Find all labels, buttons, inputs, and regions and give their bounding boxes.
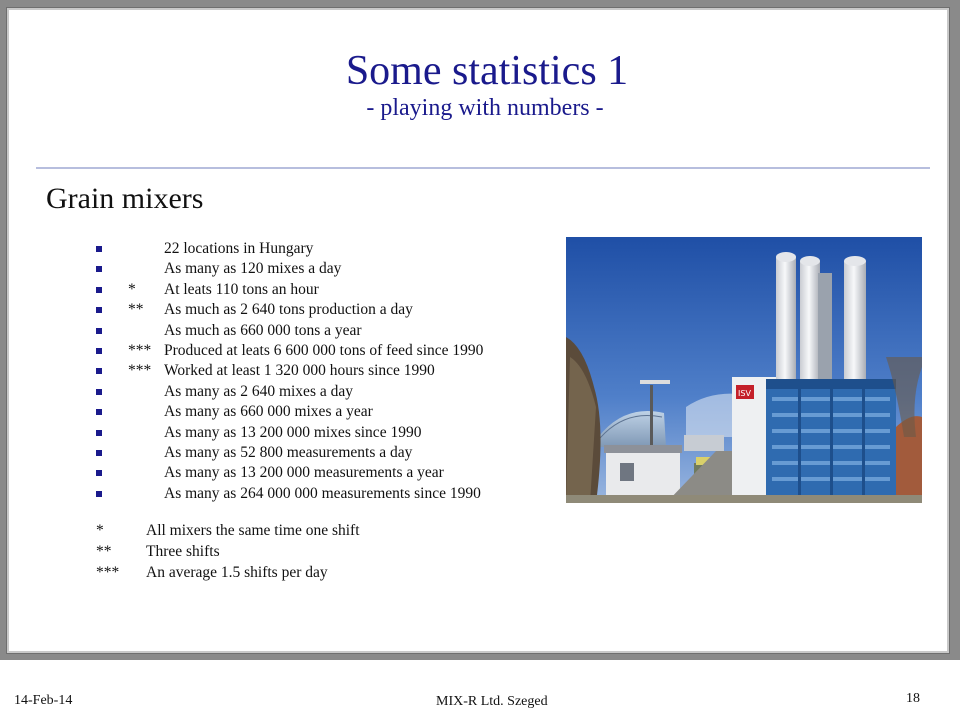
isv-sign-text: ISV <box>738 389 751 398</box>
footnote-marker: ** <box>96 543 112 560</box>
square-bullet-icon <box>96 491 102 497</box>
bullet-text: As many as 660 000 mixes a year <box>164 403 373 421</box>
square-bullet-icon <box>96 430 102 436</box>
slide-title <box>0 48 960 122</box>
footnote-text: An average 1.5 shifts per day <box>146 564 328 581</box>
bullet-text: As many as 13 200 000 mixes since 1990 <box>164 423 422 441</box>
bullet-text: As many as 13 200 000 measurements a year <box>164 464 444 482</box>
footnote-text: All mixers the same time one shift <box>146 522 360 539</box>
square-bullet-icon <box>96 246 102 252</box>
square-bullet-icon <box>96 328 102 334</box>
bullet-text: As much as 2 640 tons production a day <box>164 301 413 319</box>
square-bullet-icon <box>96 389 102 395</box>
footer-company: MIX-R Ltd. Szeged <box>436 694 548 709</box>
bullet-text: Produced at leats 6 600 000 tons of feed since 1990 <box>164 341 484 359</box>
square-bullet-icon <box>96 307 102 313</box>
title-main: Some statistics 1 <box>345 48 629 94</box>
footnote-marker: *** <box>128 341 152 359</box>
bullet-text: As many as 52 800 measurements a day <box>164 443 413 461</box>
footnote-marker: *** <box>128 362 152 380</box>
bullet-text: Worked at least 1 320 000 hours since 1990 <box>164 362 435 380</box>
footer-page-number: 18 <box>906 691 920 706</box>
section-heading: Grain mixers <box>46 182 204 215</box>
grain-mixer-plant-photo <box>566 237 922 503</box>
footnote-marker: *** <box>96 564 120 581</box>
bullet-text: As many as 2 640 mixes a day <box>164 382 353 400</box>
bullet-text: As many as 120 mixes a day <box>164 260 342 278</box>
footnote-marker: * <box>96 522 104 539</box>
square-bullet-icon <box>96 409 102 415</box>
bullet-text: At leats 110 tons an hour <box>164 280 319 298</box>
footnote-marker: * <box>128 280 136 298</box>
footnote-text: Three shifts <box>146 543 220 560</box>
bullet-text: 22 locations in Hungary <box>164 240 314 257</box>
title-divider <box>36 167 930 169</box>
footer-date: 14-Feb-14 <box>14 693 73 708</box>
square-bullet-icon <box>96 470 102 476</box>
square-bullet-icon <box>96 287 102 293</box>
square-bullet-icon <box>96 450 102 456</box>
bullet-text: As many as 264 000 000 measurements since 1990 <box>164 484 481 502</box>
title-subtitle: - playing with numbers - <box>366 95 604 121</box>
square-bullet-icon <box>96 266 102 272</box>
footnote-marker: ** <box>128 301 144 319</box>
square-bullet-icon <box>96 368 102 374</box>
square-bullet-icon <box>96 348 102 354</box>
bullet-text: As much as 660 000 tons a year <box>164 321 362 339</box>
